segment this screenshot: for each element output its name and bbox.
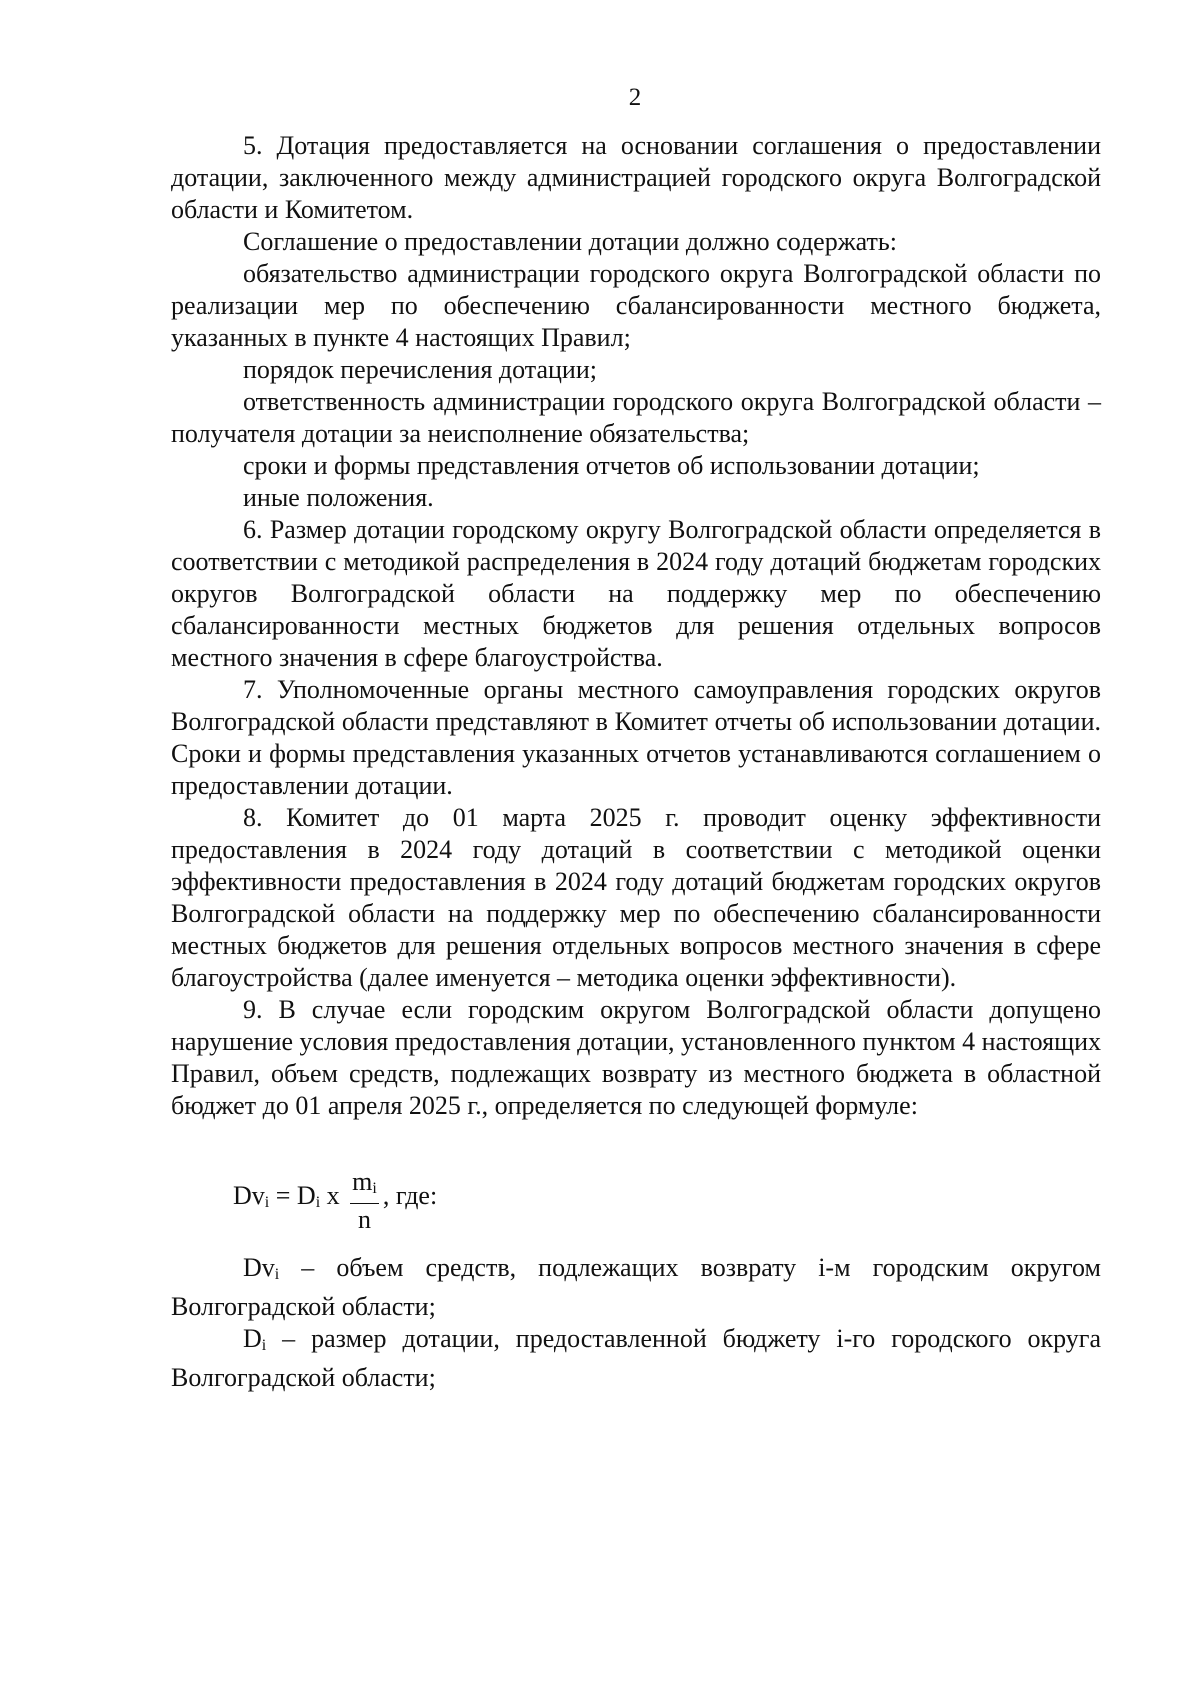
- formula-equals: =: [269, 1180, 297, 1210]
- paragraph-report-terms: сроки и формы представления отчетов об использовании дотации;: [243, 451, 980, 480]
- legend-dv: [171, 1252, 1101, 1323]
- paragraph-7: 7. Уполномоченные органы местного самоуправления городских округов Волгоградской области представляют в Комитет отчеты об использовании дотации. Сроки и формы представления указанных отчетов устанавливаются соглашением о предоставлении дотации.: [171, 675, 1101, 800]
- legend-d-symbol: D: [243, 1324, 262, 1353]
- document-body: [171, 130, 1101, 1394]
- legend-d-sub: i: [261, 1337, 267, 1354]
- formula-lhs: Dv: [233, 1180, 265, 1210]
- formula-denominator: n: [357, 1205, 371, 1234]
- paragraph-responsibility: ответственность администрации городского округа Волгоградской области – получателя дотации за неисполнение обязательства;: [171, 387, 1101, 448]
- formula-d: D: [296, 1180, 316, 1210]
- paragraph-9: 9. В случае если городским округом Волгоградской области допущено нарушение условия предоставления дотации, установленного пунктом 4 настоящих Правил, объем средств, подлежащих возврату из местного бюджета в областной бюджет до 01 апреля 2025 г., определяется по следующей формуле:: [171, 995, 1102, 1120]
- formula-numerator: [350, 1168, 379, 1204]
- page-number: 2: [628, 84, 642, 111]
- legend-d: [171, 1323, 1101, 1394]
- legend-dv-symbol: Dv: [243, 1253, 275, 1282]
- formula-tail: , где:: [382, 1180, 438, 1210]
- formula-numerator-sub: i: [372, 1180, 377, 1197]
- formula-numerator-symbol: m: [352, 1167, 373, 1196]
- paragraph-8: 8. Комитет до 01 марта 2025 г. проводит оценку эффективности предоставления в 2024 году дотаций в соответствии с методикой оценки эффективности предоставления в 2024 году дотаций бюджетам городских округов Волгоградской области на поддержку мер по обеспечению сбалансированности местных бюджетов для решения отдельных вопросов местного значения в сфере благоустройства (далее именуется – методика оценки эффективности).: [171, 803, 1101, 992]
- formula: [233, 1164, 437, 1232]
- paragraph-agreement-contents: Соглашение о предоставлении дотации должно содержать:: [243, 227, 897, 256]
- paragraph-transfer-order: порядок перечисления дотации;: [243, 355, 597, 384]
- legend-dv-sub: i: [274, 1266, 280, 1283]
- paragraph-6: 6. Размер дотации городскому округу Волгоградской области определяется в соответствии с методикой распределения в 2024 году дотаций бюджетам городских округов Волгоградской области на поддержку мер по обеспечению сбалансированности местных бюджетов для решения отдельных вопросов местного значения в сфере благоустройства.: [171, 515, 1101, 672]
- formula-lhs-sub: i: [264, 1193, 270, 1211]
- paragraph-other-provisions: иные положения.: [243, 483, 434, 512]
- legend-dv-text: – объем средств, подлежащих возврату i-м городским округом Волгоградской области;: [171, 1253, 1101, 1321]
- formula-block: [171, 1128, 1101, 1248]
- formula-fraction: [350, 1168, 379, 1236]
- legend-d-text: – размер дотации, предоставленной бюджету i-го городского округа Волгоградской области;: [171, 1324, 1101, 1392]
- paragraph-5-intro: 5. Дотация предоставляется на основании соглашения о предоставлении дотации, заключенного между администрацией городского округа Волгоградской области и Комитетом.: [171, 131, 1101, 224]
- paragraph-obligation: обязательство администрации городского округа Волгоградской области по реализации мер по обеспечению сбалансированности местного бюджета, указанных в пункте 4 настоящих Правил;: [171, 259, 1101, 352]
- formula-times: x: [320, 1180, 347, 1210]
- formula-d-sub: i: [315, 1193, 321, 1211]
